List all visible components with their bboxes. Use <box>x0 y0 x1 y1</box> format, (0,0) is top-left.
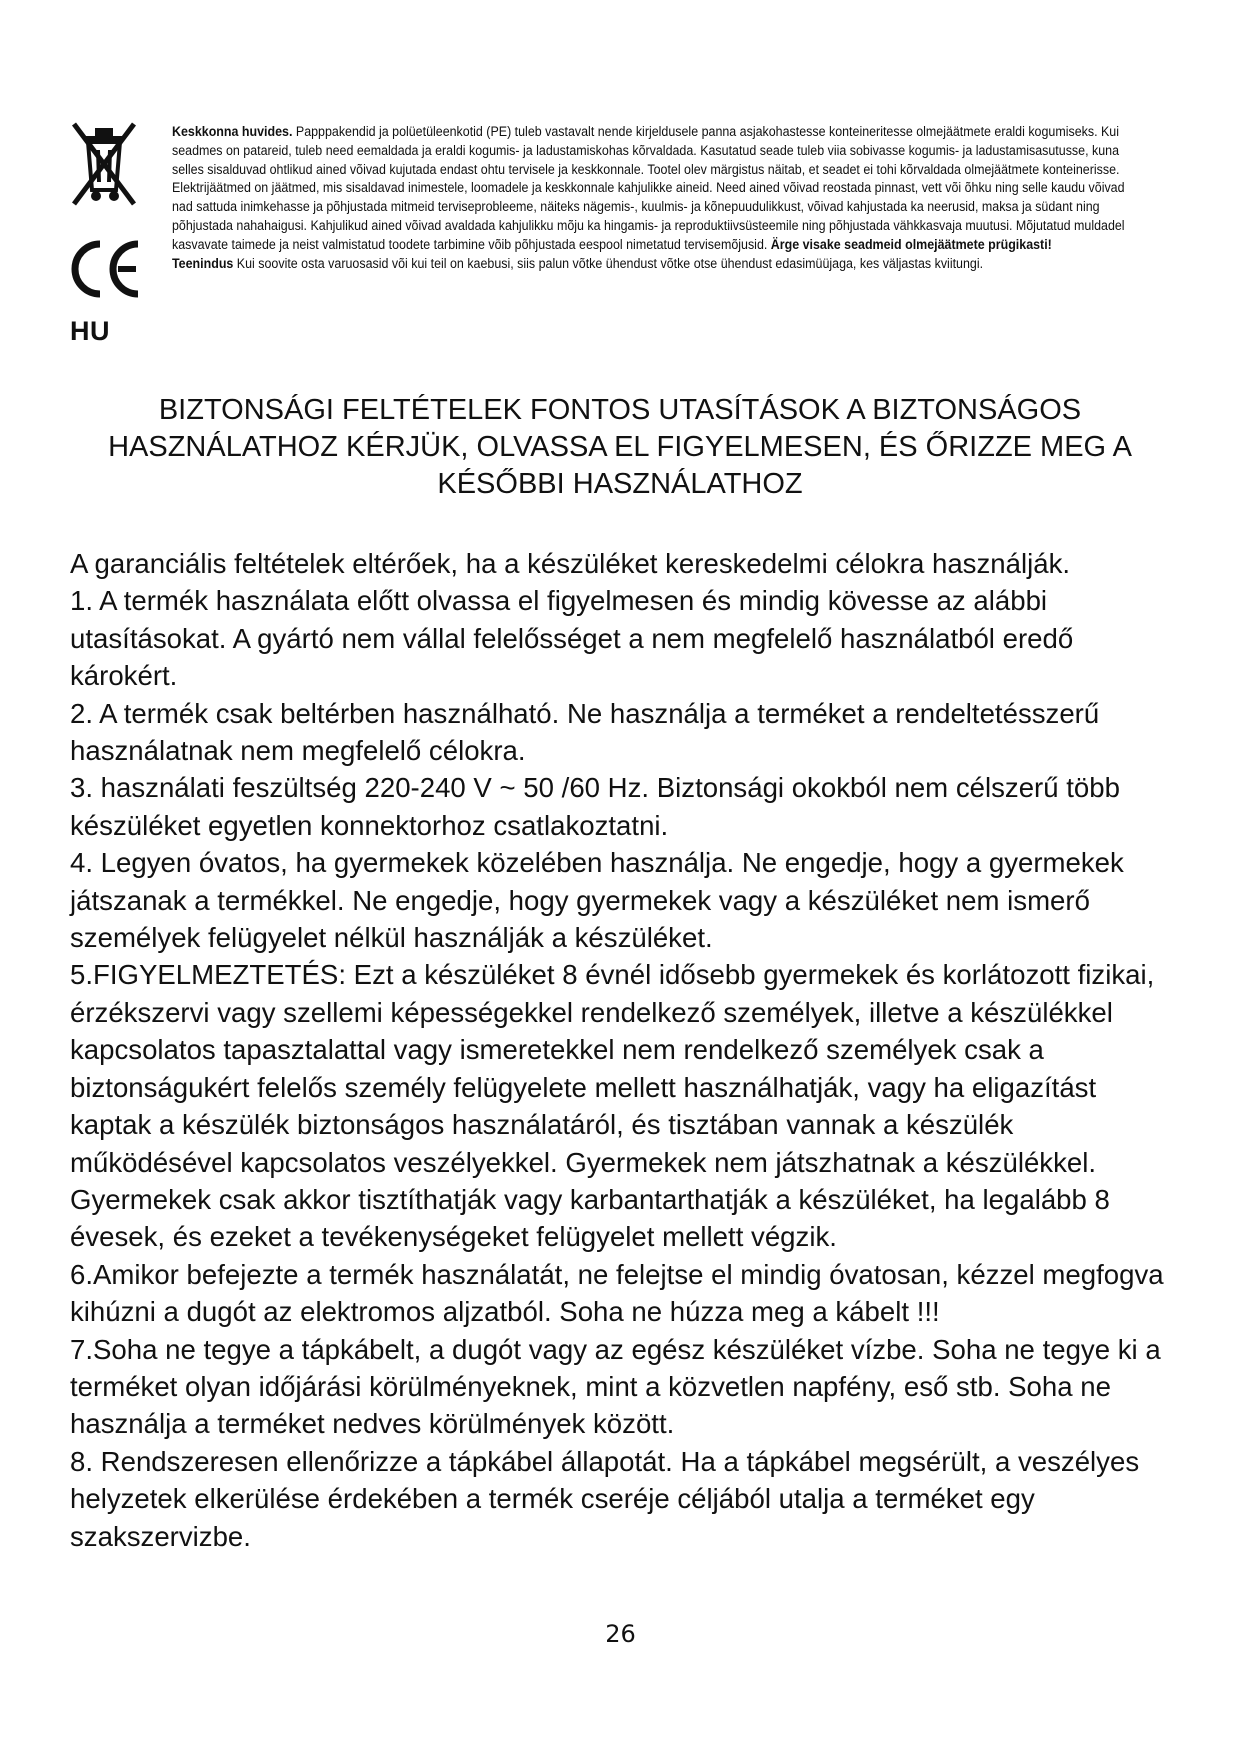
paragraph: 8. Rendszeresen ellenőrizze a tápkábel állapotát. Ha a tápkábel megsérült, a veszélyes helyzetek elkerülése érdekében a termék cseréje céljából utalja a terméket egy szakszervizbe. <box>70 1445 1140 1552</box>
weee-symbol <box>70 118 150 210</box>
paragraph: 7.Soha ne tegye a tápkábelt, a dugót vagy az egész készüléket vízbe. Soha ne tegye ki a terméket olyan időjárási körülményeknek, mint a közvetlen napfény, eső stb. Soha ne használja a terméket nedves körülmények között. <box>70 1333 1161 1440</box>
crossed-out-bin-icon <box>70 118 138 210</box>
notice-service-label: Teenindus <box>172 255 234 271</box>
notice-warning: Ärge visake seadmeid olmejäätmete prügikasti! <box>770 236 1052 252</box>
ce-mark-icon <box>70 238 150 300</box>
title-line: KÉSŐBBI HASZNÁLATHOZ <box>437 468 803 500</box>
title-line: BIZTONSÁGI FELTÉTELEK FONTOS UTASÍTÁSOK A BIZTONSÁGOS <box>158 394 1082 426</box>
paragraph: A garanciális feltételek eltérőek, ha a készüléket kereskedelmi célokra használják. <box>70 548 1071 579</box>
notice-text: Papppakendid ja polüetüleenkotid (PE) tuleb vastavalt nende kirjeldusele panna asjakohastesse konteineritesse olmejäätmete eraldi kogumiseks. Kui seadmes on patareid, tuleb need eemaldada ja eraldi kogumis- ja ladustamiskohas kõrvaldada. Kasutatud seade tuleb viia sobivasse kogumis- ja ladustamisasutusse, kuna selles sisalduvad ohtlikud ained võivad kujutada endast ohtu tervisele ja keskkonnale. Tootel olev märgistus näitab, et seadet ei tohi kõrvaldada olmejäätmete konteinerisse. Elektrijäätmed on jäätmed, mis sisaldavad inimestele, loomadele ja keskkonnale kahjulikke aineid. Need ained võivad reostada pinnast, vett või õhku ning selle kaudu võivad nad sattuda inimkehasse ja põhjustada mitmeid terviseprobleeme, näiteks nägemis-, kuulmis- ja kõnepuudulikkust, võivad kahjustada ka neerusid, maksa ja südant ning põhjustada nahahaigusi. Kahjulikud ained võivad avaldada kahjulikku mõju ka hingamis- ja reproduktiivsüsteemile ning põhjustada vähkkasvaja muutusi. Mõjutatud muldadel kasvavate taimede ja neist valmistatud toodete tarbimine võib põhjustada eespool nimetatud tervisemõjusid. <box>172 124 1125 252</box>
title-line: HASZNÁLATHOZ KÉRJÜK, OLVASSA EL FIGYELMESEN, ÉS ŐRIZZE MEG A <box>108 431 1132 463</box>
notice-service-text: Kui soovite osta varuosasid või kui teil on kaebusi, siis palun võtke ühendust võtke otse ühendust edasimüüjaga, kes väljastas kviitungi. <box>233 255 984 271</box>
paragraph: 1. A termék használata előtt olvassa el figyelmesen és mindig kövesse az alábbi utasításokat. A gyártó nem vállal felelősséget a nem megfelelő használatból eredő károkért. <box>70 585 1074 692</box>
environmental-notice <box>172 123 1130 273</box>
paragraph: 3. használati feszültség 220-240 V ~ 50 /60 Hz. Biztonsági okokból nem célszerű több készüléket egyetlen konnektorhoz csatlakoztatni. <box>70 772 1120 841</box>
language-code: HU <box>70 316 110 346</box>
instructions-body <box>70 545 1180 1555</box>
paragraph: 5.FIGYELMEZTETÉS: Ezt a készüléket 8 évnél idősebb gyermekek és korlátozott fizikai, érzékszervi vagy szellemi képességekkel rendelkező személyek, illetve a készülékkel kapcsolatos tapasztalattal vagy ismeretekkel nem rendelkező személyek csak a biztonságukért felelős személy felügyelete mellett használhatják, vagy ha eligazítást kaptak a készülék biztonságos használatáról, és tisztában vannak a készülék működésével kapcsolatos veszélyekkel. Gyermekek nem játszhatnak a készülékkel. Gyermekek csak akkor tisztíthatják vagy karbantarthatják a készüléket, ha legalább 8 évesek, és ezeket a tevékenységeket felügyelet mellett végzik. <box>70 959 1155 1253</box>
page-title <box>60 392 1180 503</box>
paragraph: 4. Legyen óvatos, ha gyermekek közelében használja. Ne engedje, hogy a gyermekek játszanak a termékkel. Ne engedje, hogy gyermekek vagy a készüléket nem ismerő személyek felügyelet nélkül használják a készüléket. <box>70 847 1124 954</box>
notice-lead: Keskkonna huvides. <box>172 124 293 139</box>
paragraph: 2. A termék csak beltérben használható. Ne használja a terméket a rendeltetésszerű használatnak nem megfelelő célokra. <box>70 697 1100 767</box>
paragraph: 6.Amikor befejezte a termék használatát, ne felejtse el mindig óvatosan, kézzel megfogva kihúzni a dugót az elektromos aljzatból. Soha ne húzza meg a kábelt !!! <box>70 1258 1164 1328</box>
page-number: 26 <box>605 1620 636 1648</box>
